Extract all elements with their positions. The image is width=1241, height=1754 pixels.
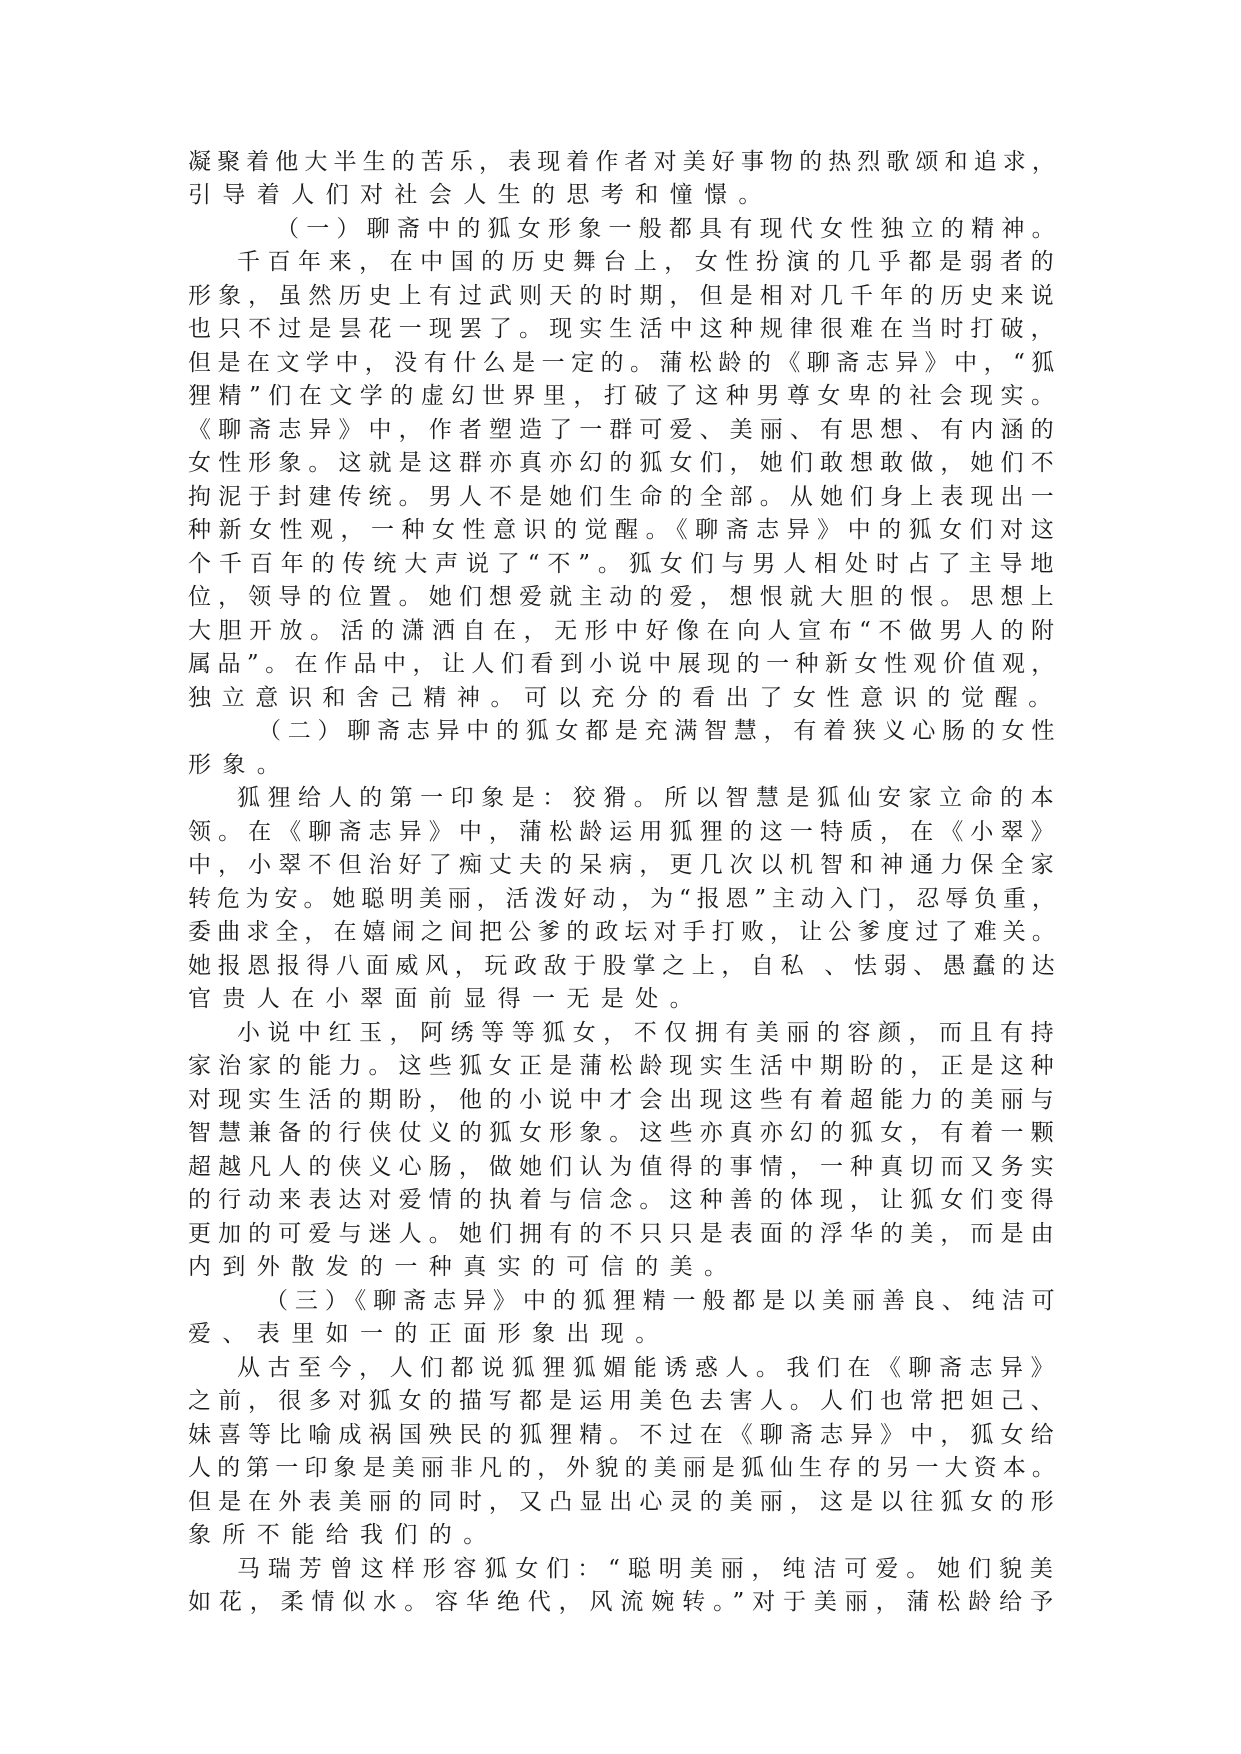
text-line: 官贵人在小翠面前显得一无是处。 [188,986,704,1012]
text-line: 凝聚着他大半生的苦乐，表现着作者对美好事物的热烈歌颂和追求， [188,149,1061,175]
text-line: 引导着人们对社会人生的思考和憧憬。 [188,182,773,208]
text-line: 也只不过是昙花一现罢了。现实生活中这种规律很难在当时打破， [188,316,1061,342]
section-heading: （三）《聊斋志异》中的狐狸精一般都是以美丽善良、纯洁可 [265,1288,1062,1314]
text-line: 从古至今，人们都说狐狸狐媚能诱惑人。我们在《聊斋志异》 [237,1355,1062,1381]
text-line: 但是在外表美丽的同时，又凸显出心灵的美丽，这是以往狐女的形 [188,1489,1061,1515]
text-line: 女性形象。这就是这群亦真亦幻的狐女们，她们敢想敢做，她们不 [188,450,1061,476]
section-heading: 形象。 [188,752,292,778]
text-line: 超越凡人的侠义心肠，做她们认为值得的事情，一种真切而又务实 [188,1154,1061,1180]
text-line: 狸精”们在文学的虚幻世界里，打破了这种男尊女卑的社会现实。 [188,383,1062,409]
text-line: 家治家的能力。这些狐女正是蒲松龄现实生活中期盼的，正是这种 [188,1053,1061,1079]
text-line: 狐狸给人的第一印象是：狡猾。所以智慧是狐仙安家立命的本 [237,785,1062,811]
text-line: 内到外散发的一种真实的可信的美。 [188,1254,739,1280]
section-heading: （一）聊斋中的狐女形象一般都具有现代女性独立的精神。 [276,216,1062,242]
text-line: 形象，虽然历史上有过武则天的时期，但是相对几千年的历史来说 [188,283,1061,309]
text-line: 属品”。在作品中，让人们看到小说中展现的一种新女性观价值观， [188,651,1061,677]
text-line: 她报恩报得八面威风，玩政敌于股掌之上，自私 、怯弱、愚蠢的达 [188,953,1062,979]
text-line: 马瑞芳曾这样形容狐女们：“聪明美丽，纯洁可爱。她们貌美 [237,1556,1061,1582]
text-line: 更加的可爱与迷人。她们拥有的不只只是表面的浮华的美，而是由 [188,1221,1061,1247]
text-line: 如花，柔情似水。容华绝代，风流婉转。”对于美丽，蒲松龄给予 [188,1589,1061,1615]
text-line: 对现实生活的期盼，他的小说中才会出现这些有着超能力的美丽与 [188,1087,1061,1113]
text-line: 的行动来表达对爱情的执着与信念。这种善的体现，让狐女们变得 [188,1187,1061,1213]
section-heading: （二）聊斋志异中的狐女都是充满智慧，有着狭义心肠的女性 [258,718,1062,744]
text-line: 拘泥于封建传统。男人不是她们生命的全部。从她们身上表现出一 [188,484,1061,510]
text-line: 领。在《聊斋志异》中，蒲松龄运用狐狸的这一特质，在《小翠》 [188,819,1061,845]
text-line: 妹喜等比喻成祸国殃民的狐狸精。不过在《聊斋志异》中，狐女给 [188,1422,1061,1448]
text-line: 委曲求全，在嬉闹之间把公爹的政坛对手打败，让公爹度过了难关。 [188,919,1061,945]
text-line: 中，小翠不但治好了痴丈夫的呆病，更几次以机智和神通力保全家 [188,852,1061,878]
text-line: 小说中红玉，阿绣等等狐女，不仅拥有美丽的容颜，而且有持 [237,1020,1062,1046]
text-line: 转危为安。她聪明美丽，活泼好动，为“报恩”主动入门，忍辱负重， [188,886,1061,912]
section-heading: 爱、表里如一的正面形象出现。 [188,1321,670,1347]
text-line: 但是在文学中，没有什么是一定的。蒲松龄的《聊斋志异》中，“狐 [188,350,1061,376]
text-line: 象所不能给我们的。 [188,1522,498,1548]
text-line: 位，领导的位置。她们想爱就主动的爱，想恨就大胆的恨。思想上 [188,584,1061,610]
text-line: 智慧兼备的行侠仗义的狐女形象。这些亦真亦幻的狐女，有着一颗 [188,1120,1061,1146]
text-line: 独立意识和舍己精神。可以充分的看出了女性意识的觉醒。 [188,685,1062,711]
text-line: 种新女性观，一种女性意识的觉醒。《聊斋志异》中的狐女们对这 [188,517,1062,543]
text-line: 大胆开放。活的潇洒自在，无形中好像在向人宣布“不做男人的附 [188,618,1062,644]
text-line: 个千百年的传统大声说了“不”。狐女们与男人相处时占了主导地 [188,551,1062,577]
text-line: 人的第一印象是美丽非凡的，外貌的美丽是狐仙生存的另一大资本。 [188,1455,1061,1481]
text-line: 千百年来，在中国的历史舞台上，女性扮演的几乎都是弱者的 [237,249,1062,275]
text-line: 《聊斋志异》中，作者塑造了一群可爱、美丽、有思想、有内涵的 [188,417,1061,443]
text-line: 之前，很多对狐女的描写都是运用美色去害人。人们也常把妲己、 [188,1388,1061,1414]
